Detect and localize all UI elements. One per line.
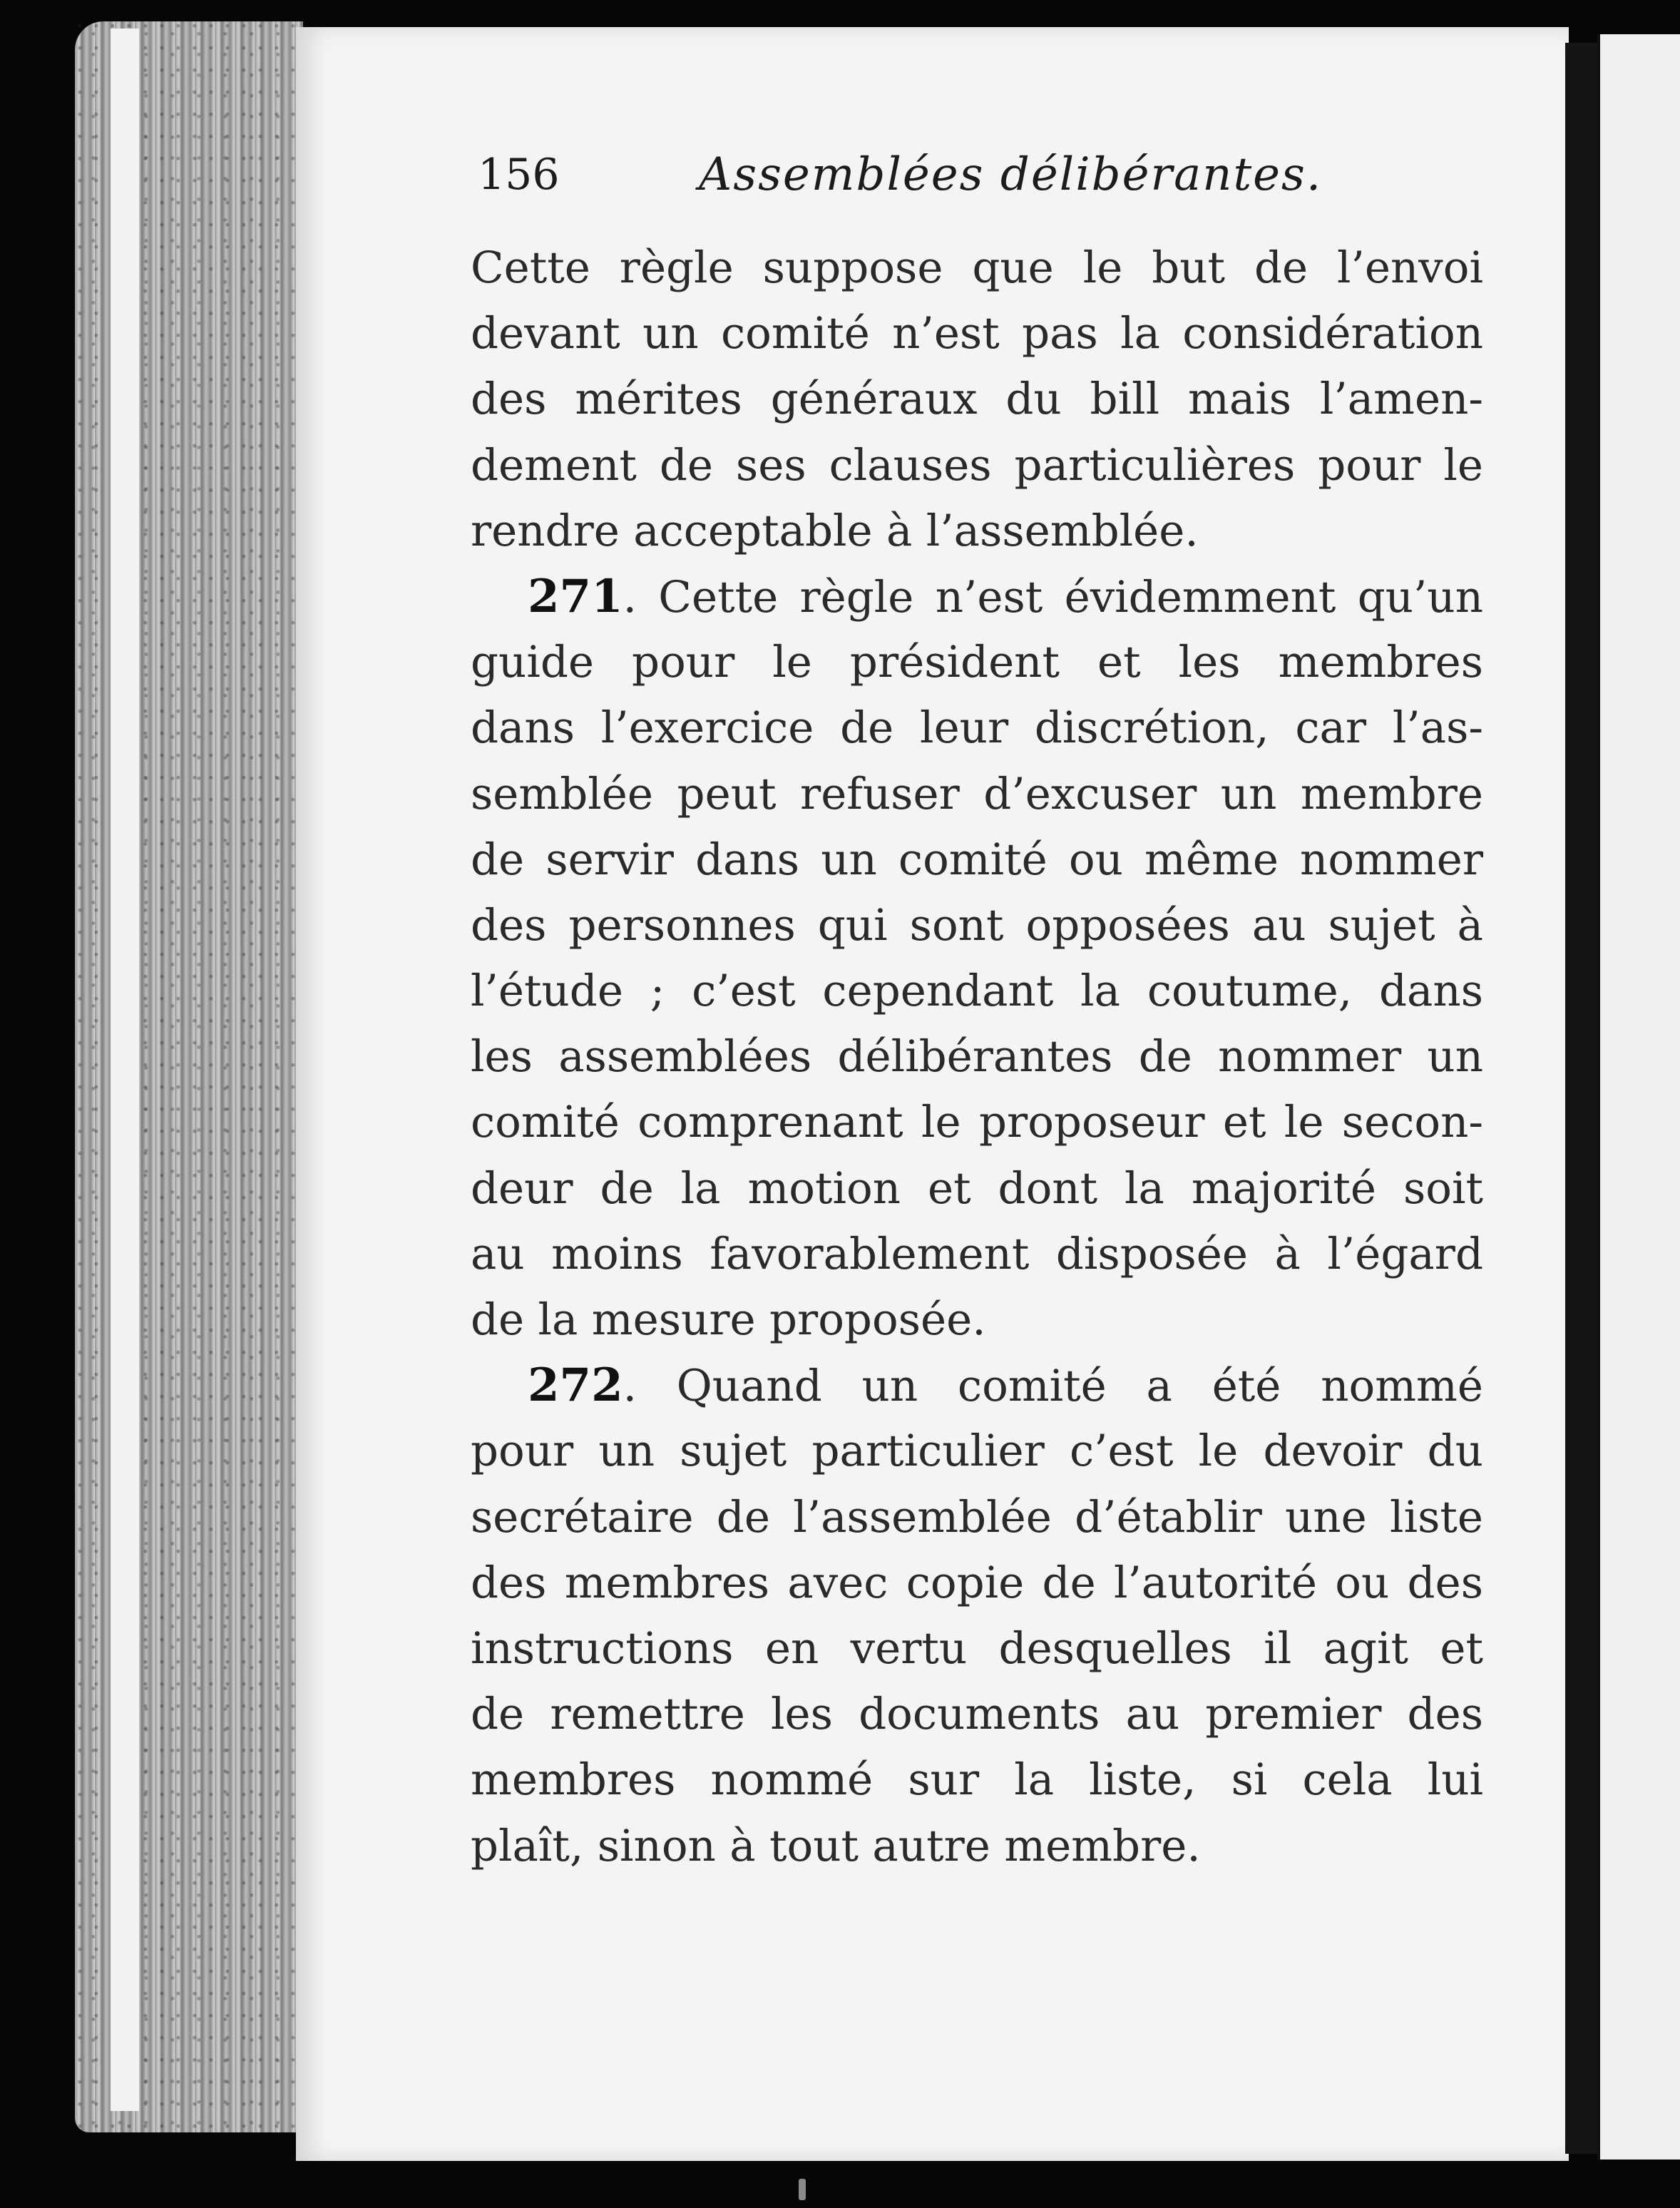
text-run: . Quand un comité a été nommé <box>623 1361 1483 1412</box>
text-line: Cette règle suppose que le but de l’envoi <box>471 242 1483 293</box>
text-line: de remettre les documents au premier des <box>471 1689 1483 1740</box>
text-line: les assemblées délibérantes de nommer un <box>471 1031 1483 1083</box>
text-line: de la mesure proposée. <box>471 1294 986 1345</box>
text-line: des personnes qui sont opposées au sujet à <box>471 899 1483 951</box>
text-line: deur de la motion et dont la majorité soit <box>471 1162 1483 1214</box>
text-line: guide pour le président et les membres <box>471 637 1483 688</box>
text-line: comité comprenant le proposeur et le secon- <box>471 1097 1483 1148</box>
page-number: 156 <box>478 150 560 200</box>
text-line: des mérites généraux du bill mais l’amen- <box>471 374 1483 425</box>
text-line: des membres avec copie de l’autorité ou des <box>471 1557 1483 1608</box>
paragraph-271-first-line <box>471 564 1483 630</box>
text-line: semblée peut refuser d’excuser un membre <box>471 768 1483 819</box>
paragraph-number: 272 <box>528 1359 623 1413</box>
scan-mark <box>799 2179 806 2200</box>
text-line: pour un sujet particulier c’est le devoir du <box>471 1426 1483 1477</box>
text-line: rendre acceptable à l’assemblée. <box>471 505 1199 556</box>
paragraph-number: 271 <box>528 569 623 623</box>
text-line: dement de ses clauses particulières pour le <box>471 439 1483 491</box>
text-line: l’étude ; c’est cependant la coutume, dans <box>471 966 1483 1017</box>
page-body <box>471 235 1483 1879</box>
text-line: instructions en vertu desquelles il agit et <box>471 1622 1483 1674</box>
text-line: secrétaire de l’assemblée d’établir une liste <box>471 1491 1483 1543</box>
text-line: au moins favorablement disposée à l’égard <box>471 1228 1483 1279</box>
text-line: membres nommé sur la liste, si cela lui <box>471 1754 1483 1806</box>
text-run: . Cette règle n’est évidemment qu’un <box>623 571 1483 623</box>
page-edges <box>75 21 303 2132</box>
page-header <box>478 143 1490 207</box>
next-page-edge <box>1597 34 1680 2160</box>
text-line: de servir dans un comité ou même nommer <box>471 834 1483 885</box>
leaf-edge <box>111 29 139 2111</box>
paragraph-272-first-line <box>471 1353 1483 1419</box>
running-head: Assemblées délibérantes. <box>699 148 1323 201</box>
text-line: devant un comité n’est pas la considération <box>471 308 1483 359</box>
gutter <box>1565 43 1597 2154</box>
text-line: dans l’exercice de leur discrétion, car l’as- <box>471 702 1483 754</box>
text-line: plaît, sinon à tout autre membre. <box>471 1820 1201 1871</box>
